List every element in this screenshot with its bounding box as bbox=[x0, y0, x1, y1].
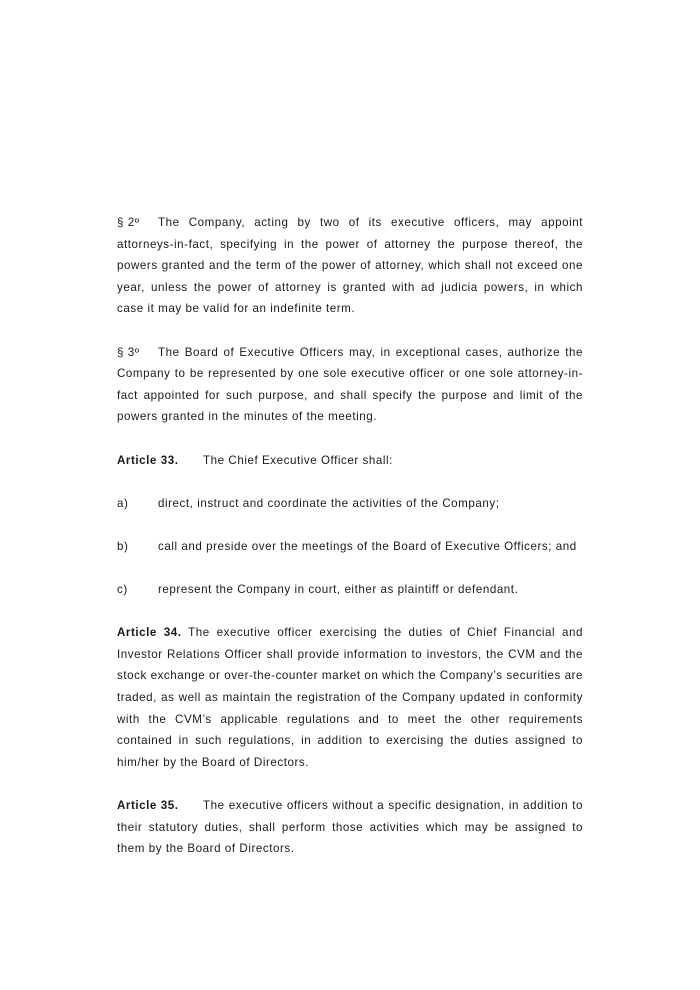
article-35-text: The executive officers without a specific designation, in addition to their statutory duties, shall perform those activities which may be assigned to them by the Board of Directors. bbox=[117, 799, 583, 856]
item-b-label: b) bbox=[117, 539, 129, 553]
article-34-label: Article 34. bbox=[117, 626, 182, 640]
item-c-text: represent the Company in court, either as plaintiff or defendant. bbox=[158, 583, 519, 597]
article-35-label: Article 35. bbox=[117, 799, 179, 813]
paragraph-2-label: § 2º bbox=[117, 216, 140, 229]
item-a-label: a) bbox=[117, 496, 129, 510]
article-33-item-c bbox=[117, 579, 583, 601]
article-33-item-b bbox=[117, 536, 583, 558]
article-33-heading bbox=[117, 450, 583, 472]
article-34-text: The executive officer exercising the duties of Chief Financial and Investor Relations Officer shall provide information to investors, the CVM and the stock exchange or over-the-counter market on which the Company’s securities are traded, as well as maintain the registration of the Company updated in conformity with the CVM’s applicable regulations and to meet the other requirements contained in such regulations, in addition to exercising the duties assigned to him/her by the Board of Directors. bbox=[117, 626, 583, 769]
document-page bbox=[117, 212, 583, 881]
article-33-label: Article 33. bbox=[117, 453, 179, 467]
paragraph-2 bbox=[117, 212, 583, 320]
paragraph-3-text: The Board of Executive Officers may, in exceptional cases, authorize the Company to be represented by one sole executive officer or one sole attorney-in-fact appointed for such purpose, and shall specify the purpose and limit of the powers granted in the minutes of the meeting. bbox=[117, 345, 583, 424]
article-33-text: The Chief Executive Officer shall: bbox=[203, 453, 393, 467]
paragraph-3-label: § 3º bbox=[117, 345, 140, 359]
article-35 bbox=[117, 795, 583, 860]
item-b-text: call and preside over the meetings of the Board of Executive Officers; and bbox=[158, 539, 577, 553]
article-33-item-a bbox=[117, 493, 583, 515]
paragraph-2-text: The Company, acting by two of its executive officers, may appoint attorneys-in-fact, specifying in the power of attorney the purpose thereof, the powers granted and the term of the power of attorney, which shall not exceed one year, unless the power of attorney is granted with ad judicia powers, in which case it may be valid for an indefinite term. bbox=[117, 216, 583, 316]
item-a-text: direct, instruct and coordinate the activities of the Company; bbox=[158, 496, 500, 510]
paragraph-3 bbox=[117, 342, 583, 428]
article-34 bbox=[117, 622, 583, 773]
item-c-label: c) bbox=[117, 583, 128, 597]
